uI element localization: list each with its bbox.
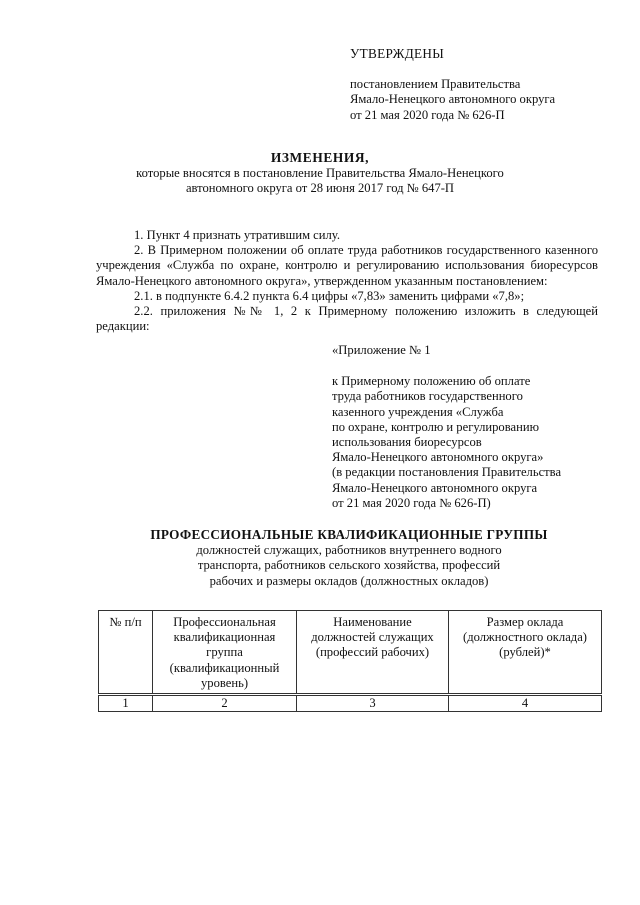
- approval-heading: УТВЕРЖДЕНЫ: [350, 46, 445, 61]
- salary-table: [98, 610, 602, 712]
- table-cell: 2: [153, 695, 297, 712]
- appendix-line: от 21 мая 2020 года № 626-П): [332, 495, 491, 510]
- changes-subtitle-line: автономного округа от 28 июня 2017 год № 647-П: [185, 181, 455, 196]
- appendix-line: казенного учреждения «Служба: [332, 404, 504, 419]
- appendix-line: Ямало-Ненецкого автономного округа»: [332, 450, 544, 465]
- table-row: [99, 695, 602, 712]
- appendix-line: по охране, контролю и регулированию: [332, 419, 539, 434]
- appendix-line: использования биоресурсов: [332, 435, 482, 450]
- groups-subtitle-line: рабочих и размеры окладов (должностных окладов): [209, 573, 489, 588]
- table-header-row: [99, 611, 602, 695]
- header-number: № п/п: [99, 611, 153, 695]
- changes-body: [96, 228, 598, 334]
- body-paragraph: 1. Пункт 4 признать утратившим силу.: [134, 228, 340, 242]
- header-group: Профессиональная квалификационная группа (квалификационный уровень): [153, 611, 297, 695]
- approval-line: постановлением Правительства: [350, 77, 521, 92]
- table-cell: 1: [99, 695, 153, 712]
- body-paragraph: 2. В Примерном положении об оплате труда работников государственного казенного учреждения «Служба по охране, контролю и регулированию использования биоресурсов Ямало-Ненецкого автономного округа», утвержденном указанным постановлением:: [96, 243, 598, 288]
- approval-line: Ямало-Ненецкого автономного округа: [350, 92, 556, 107]
- body-paragraph: 2.2. приложения №№ 1, 2 к Примерному положению изложить в следующей редакции:: [96, 304, 598, 334]
- table-cell: 4: [449, 695, 602, 712]
- header-salary: Размер оклада (должностного оклада) (рублей)*: [449, 611, 602, 695]
- approval-block: [350, 46, 620, 123]
- table-cell: 3: [297, 695, 449, 712]
- groups-title: ПРОФЕССИОНАЛЬНЫЕ КВАЛИФИКАЦИОННЫЕ ГРУППЫ: [150, 527, 548, 542]
- appendix-line: к Примерному положению об оплате: [332, 374, 531, 389]
- header-position: Наименование должностей служащих (профессий рабочих): [297, 611, 449, 695]
- groups-subtitle-line: должностей служащих, работников внутреннего водного: [196, 543, 502, 558]
- appendix-title: «Приложение № 1: [332, 343, 431, 357]
- changes-heading-block: [100, 150, 540, 197]
- appendix-line: Ямало-Ненецкого автономного округа: [332, 480, 538, 495]
- appendix-block: [332, 343, 612, 511]
- groups-heading-block: [96, 527, 602, 589]
- appendix-line: (в редакции постановления Правительства: [332, 465, 562, 480]
- changes-title: ИЗМЕНЕНИЯ,: [270, 150, 370, 165]
- body-paragraph: 2.1. в подпункте 6.4.2 пункта 6.4 цифры «7,83» заменить цифрами «7,8»;: [134, 288, 525, 303]
- approval-line: от 21 мая 2020 года № 626-П: [350, 107, 505, 122]
- appendix-line: труда работников государственного: [332, 389, 523, 404]
- changes-subtitle-line: которые вносятся в постановление Правительства Ямало-Ненецкого: [136, 166, 504, 181]
- groups-subtitle-line: транспорта, работников сельского хозяйства, профессий: [197, 558, 501, 573]
